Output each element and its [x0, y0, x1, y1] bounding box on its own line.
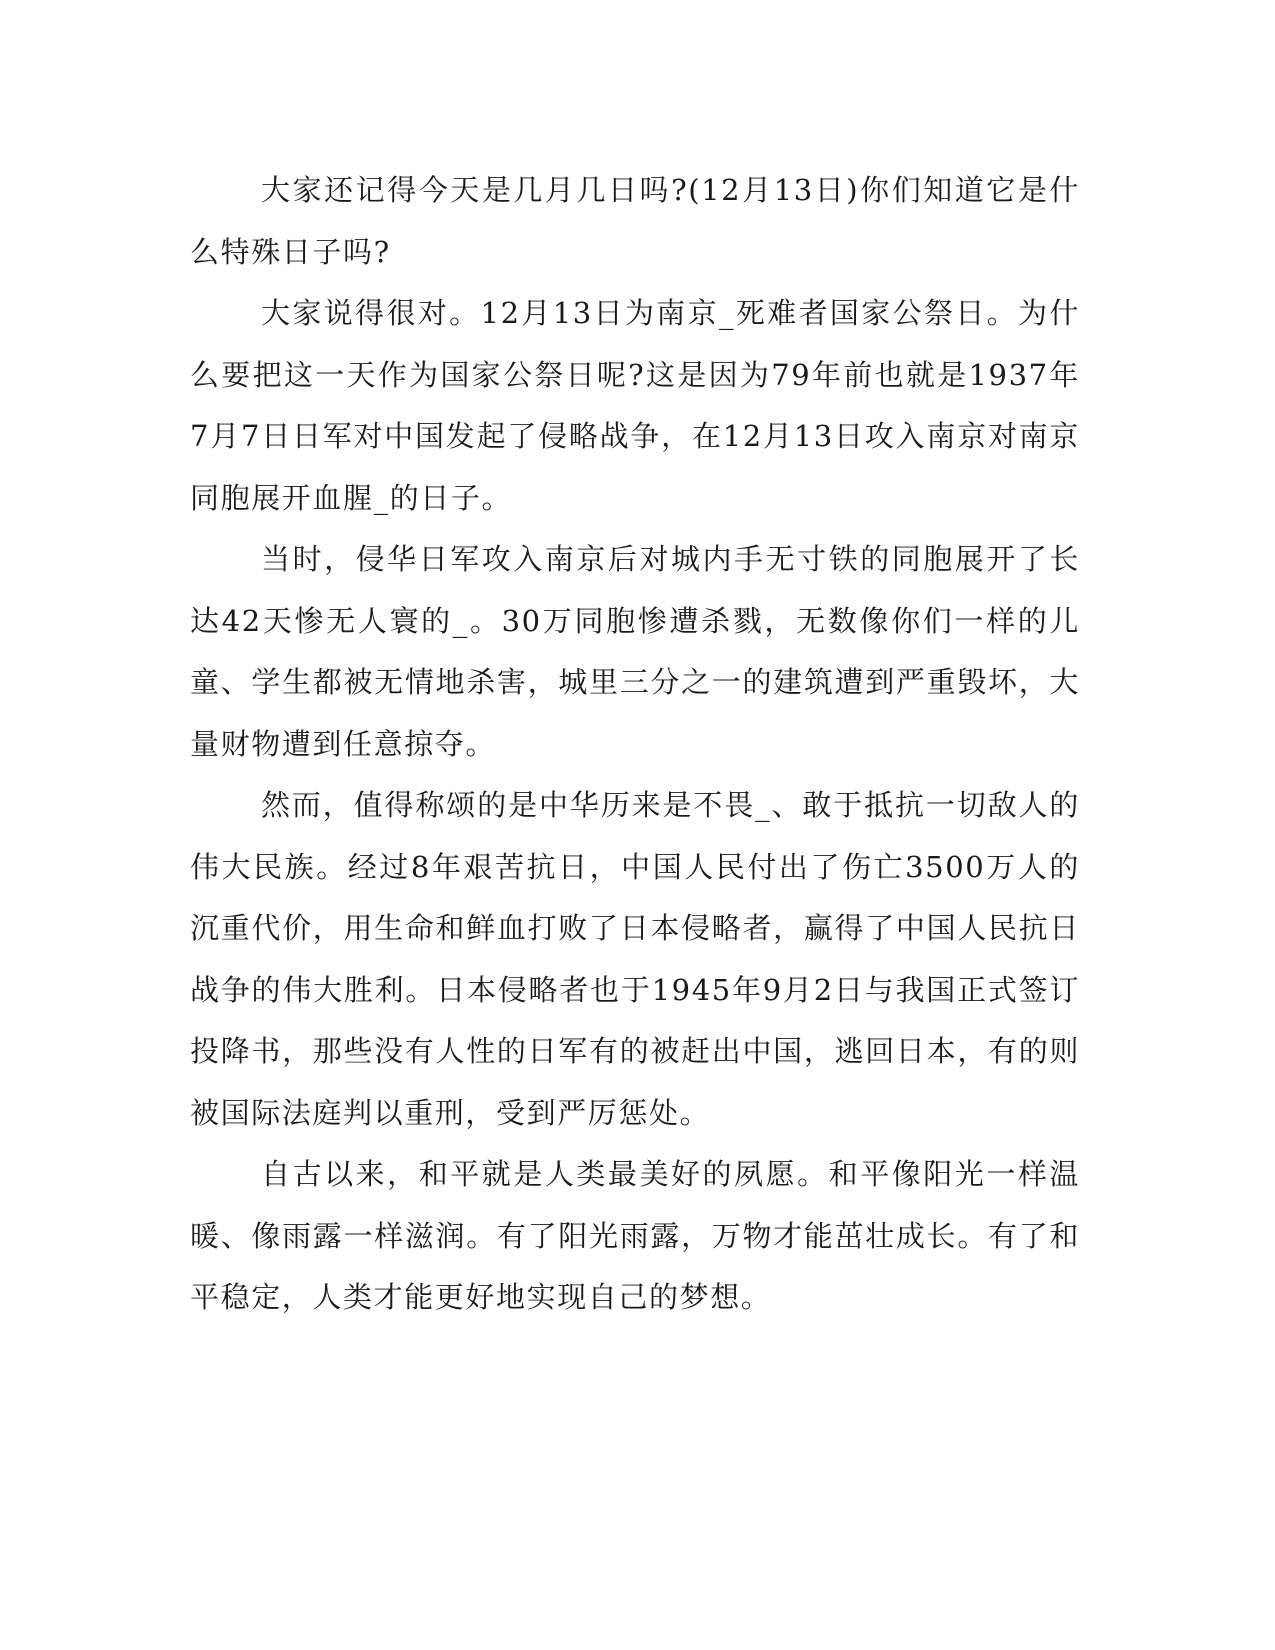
- paragraph-1: 大家还记得今天是几月几日吗?(12月13日)你们知道它是什么特殊日子吗?: [190, 173, 1080, 269]
- paragraph-5: 自古以来，和平就是人类最美好的夙愿。和平像阳光一样温暖、像雨露一样滋润。有了阳光雨露，万物才能茁壮成长。有了和平稳定，人类才能更好地实现自己的梦想。: [190, 1157, 1080, 1314]
- paragraph-4: 然而，值得称颂的是中华历来是不畏_、敢于抵抗一切敌人的伟大民族。经过8年艰苦抗日，中国人民付出了伤亡3500万人的沉重代价，用生命和鲜血打败了日本侵略者，赢得了中国人民抗日战争的伟大胜利。日本侵略者也于1945年9月2日与我国正式签订投降书，那些没有人性的日军有的被赶出中国，逃回日本，有的则被国际法庭判以重刑，受到严厉惩处。: [190, 788, 1080, 1130]
- paragraph-2: 大家说得很对。12月13日为南京_死难者国家公祭日。为什么要把这一天作为国家公祭日呢?这是因为79年前也就是1937年7月7日日军对中国发起了侵略战争，在12月13日攻入南京对南京同胞展开血腥_的日子。: [190, 296, 1080, 515]
- document-body: [190, 160, 1080, 1329]
- paragraph-3: 当时，侵华日军攻入南京后对城内手无寸铁的同胞展开了长达42天惨无人寰的_。30万同胞惨遭杀戮，无数像你们一样的儿童、学生都被无情地杀害，城里三分之一的建筑遭到严重毁坏，大量财物遭到任意掠夺。: [190, 542, 1080, 761]
